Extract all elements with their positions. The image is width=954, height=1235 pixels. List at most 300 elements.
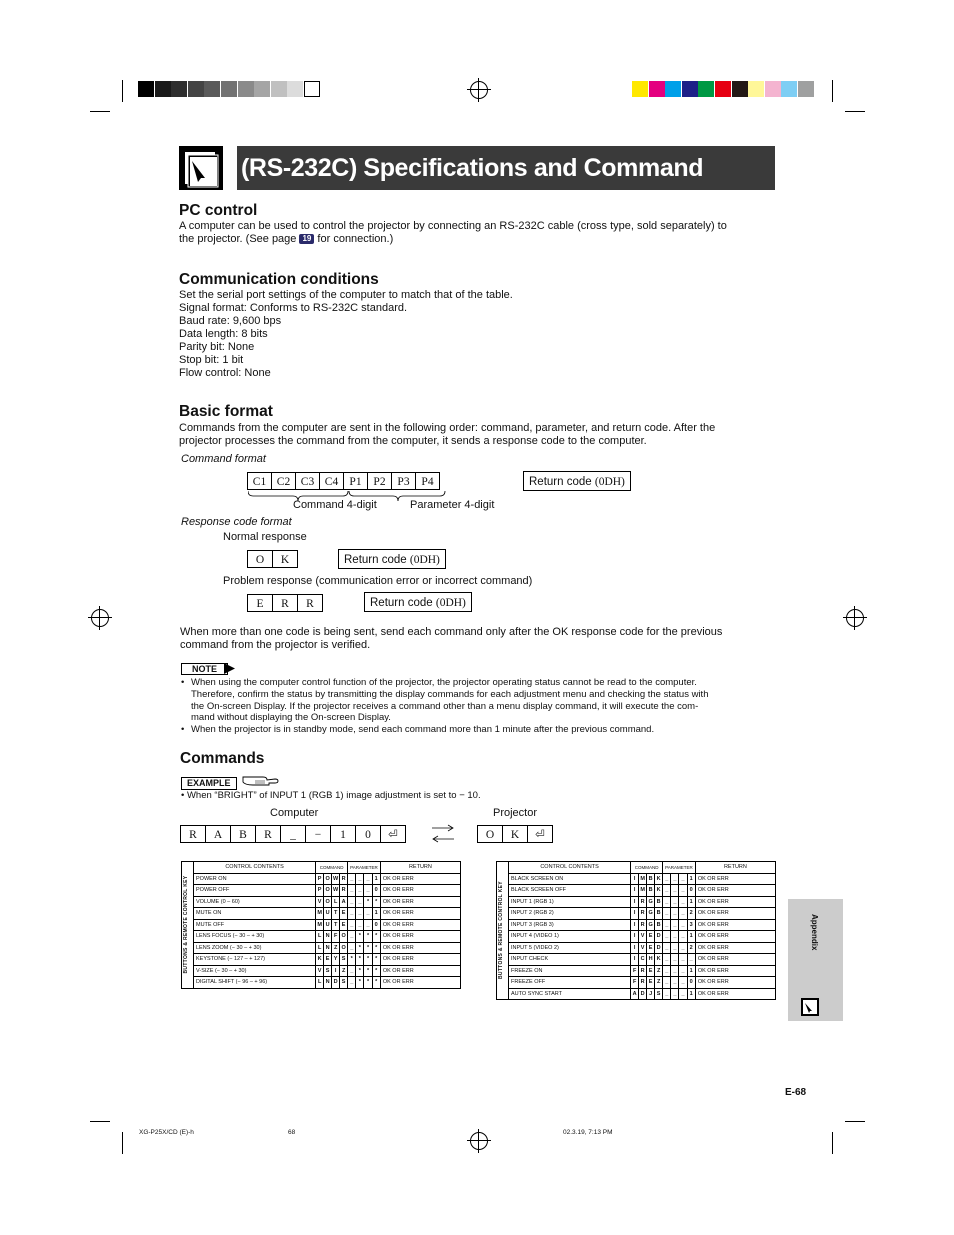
table-cell: INPUT 4 (VIDEO 1) [509, 931, 631, 943]
table-cell: * [356, 931, 364, 943]
command-format-label: Command format [181, 453, 266, 465]
table-cell: _ [663, 988, 671, 1000]
table-cell: _ [348, 908, 356, 920]
page-title: (RS-232C) Specifications and Command Settings [237, 146, 775, 190]
note-bullet-2: • When the projector is in standby mode, send each command more than 1 minute after the previous command. [181, 724, 655, 736]
communication-heading: Communication conditions [179, 271, 379, 288]
table-cell: I [631, 908, 639, 920]
format-cell: P3 [391, 472, 416, 490]
table-cell: BLACK SCREEN OFF [509, 885, 631, 897]
calibration-swatch [138, 81, 154, 97]
table-cell: * [364, 896, 372, 908]
table-cell: DIGITAL SHIFT (− 96 – + 96) [194, 977, 316, 989]
table-cell: OK OR ERR [380, 873, 460, 885]
table-cell: _ [679, 931, 687, 943]
communication-lines: Set the serial port settings of the computer to match that of the table. Signal format: Conforms to RS-232C standard. Baud rate: 9,600 bps Data length: 8 bits Parity bit: None Stop bit: 1 bit Flow control: None [179, 289, 513, 379]
table-cell: * [364, 977, 372, 989]
format-cell: P2 [367, 472, 392, 490]
note-list [181, 677, 781, 736]
table-cell: * [372, 977, 380, 989]
exchange-arrows-icon [430, 823, 456, 845]
pc-control-text: A computer can be used to control the projector by connecting an RS-232C cable (cross type, sold separately) to the projector. (See page 19 for connection.) [179, 220, 727, 245]
appendix-side-tab [788, 899, 843, 1021]
format-cell: _ [280, 825, 306, 843]
table-cell: RETURN [695, 862, 775, 874]
table-cell: W [332, 885, 340, 897]
table-cell: I [631, 873, 639, 885]
table-cell: B [647, 873, 655, 885]
format-cell: R [272, 594, 298, 612]
table-cell: PARAMETER [663, 862, 696, 874]
table-cell: _ [663, 931, 671, 943]
multi-code-text: When more than one code is being sent, send each command only after the OK response code for the previous command from the projector is verified. [180, 626, 723, 651]
table-side-label: BUTTONS & REMOTE CONTROL KEY [182, 862, 194, 989]
calibration-swatch [254, 81, 270, 97]
table-cell: _ [356, 896, 364, 908]
table-cell: _ [348, 965, 356, 977]
table-cell: _ [348, 896, 356, 908]
table-cell: OK OR ERR [695, 896, 775, 908]
table-cell: _ [679, 919, 687, 931]
table-cell: OK OR ERR [695, 885, 775, 897]
table-cell: I [631, 931, 639, 943]
table-cell: _ [671, 931, 679, 943]
table-cell: OK OR ERR [695, 977, 775, 989]
table-cell: E [647, 965, 655, 977]
table-cell: G [647, 896, 655, 908]
projector-label: Projector [493, 807, 538, 819]
table-cell: L [316, 942, 324, 954]
table-cell: _ [663, 908, 671, 920]
table-cell: _ [364, 919, 372, 931]
table-cell: 0 [372, 885, 380, 897]
appendix-label: Appendix [810, 914, 819, 951]
registration-mark-right [846, 609, 864, 627]
table-cell: R [639, 977, 647, 989]
table-cell: I [332, 965, 340, 977]
table-cell: OK OR ERR [695, 873, 775, 885]
table-cell: OK OR ERR [695, 919, 775, 931]
registration-mark-left [91, 609, 109, 627]
table-cell: O [324, 896, 332, 908]
table-cell: P [316, 873, 324, 885]
table-cell: E [324, 954, 332, 966]
table-row [182, 885, 461, 897]
table-cell: N [324, 931, 332, 943]
table-cell: M [639, 885, 647, 897]
table-cell: * [364, 931, 372, 943]
table-cell: R [639, 965, 647, 977]
table-cell: H [647, 954, 655, 966]
table-cell: _ [679, 873, 687, 885]
table-cell: CONTROL CONTENTS [509, 862, 631, 874]
format-cell: ⏎ [527, 825, 553, 843]
table-cell: S [340, 977, 348, 989]
basic-format-text: Commands from the computer are sent in the following order: command, parameter, and return code. After the projector processes the command from the computer, it sends a response code to the computer. [179, 422, 716, 447]
table-cell: B [655, 919, 663, 931]
table-cell: D [639, 988, 647, 1000]
table-cell: OK OR ERR [380, 931, 460, 943]
return-code-box: Return code (0DH) [523, 471, 631, 491]
table-cell: F [631, 977, 639, 989]
projector-response-cells [478, 825, 553, 843]
table-cell: INPUT 1 (RGB 1) [509, 896, 631, 908]
table-cell: N [324, 942, 332, 954]
table-cell: Z [655, 977, 663, 989]
table-row [497, 919, 776, 931]
basic-format-heading: Basic format [179, 403, 273, 420]
parameter-digit-label: Parameter 4-digit [410, 499, 495, 511]
table-cell: _ [671, 988, 679, 1000]
table-cell: R [340, 885, 348, 897]
command-table-right [496, 861, 776, 1000]
table-cell: K [655, 954, 663, 966]
table-cell: AUTO SYNC START [509, 988, 631, 1000]
table-cell: V [639, 931, 647, 943]
table-cell: MUTE OFF [194, 919, 316, 931]
table-cell: C [639, 954, 647, 966]
table-cell: R [639, 896, 647, 908]
table-cell: RETURN [380, 862, 460, 874]
appendix-icon [801, 998, 819, 1016]
calibration-swatch [304, 81, 320, 97]
table-cell: * [372, 965, 380, 977]
table-cell: F [631, 965, 639, 977]
table-cell: K [316, 954, 324, 966]
table-cell: OK OR ERR [380, 885, 460, 897]
table-row [182, 931, 461, 943]
table-cell: D [655, 931, 663, 943]
table-cell: _ [364, 908, 372, 920]
calibration-swatch [649, 81, 665, 97]
table-cell: * [356, 942, 364, 954]
table-cell: Z [332, 942, 340, 954]
table-cell: R [639, 908, 647, 920]
table-cell: _ [348, 885, 356, 897]
table-cell: _ [679, 977, 687, 989]
table-cell: * [356, 954, 364, 966]
format-cell: K [272, 550, 298, 568]
table-cell: OK OR ERR [380, 942, 460, 954]
table-cell: D [332, 977, 340, 989]
table-row [497, 942, 776, 954]
commands-heading: Commands [180, 750, 265, 767]
table-cell: * [356, 977, 364, 989]
table-cell: CONTROL CONTENTS [194, 862, 316, 874]
table-cell: OK OR ERR [380, 977, 460, 989]
table-cell: F [332, 931, 340, 943]
return-code-box-ok: Return code (0DH) [338, 549, 446, 569]
computer-label: Computer [270, 807, 319, 819]
table-row [497, 908, 776, 920]
table-cell: _ [679, 965, 687, 977]
table-cell: I [631, 954, 639, 966]
table-cell: O [340, 942, 348, 954]
calibration-swatch [238, 81, 254, 97]
table-cell: PARAMETER [348, 862, 381, 874]
table-cell: E [340, 908, 348, 920]
table-cell: * [364, 942, 372, 954]
table-cell: R [639, 919, 647, 931]
table-row [497, 885, 776, 897]
table-cell: _ [663, 965, 671, 977]
table-cell: POWER ON [194, 873, 316, 885]
table-cell: INPUT 3 (RGB 3) [509, 919, 631, 931]
format-cell: E [247, 594, 273, 612]
table-row [497, 896, 776, 908]
table-cell: _ [356, 885, 364, 897]
table-cell: _ [663, 919, 671, 931]
error-response-cells [248, 594, 323, 612]
table-cell: INPUT 2 (RGB 2) [509, 908, 631, 920]
format-cell: R [297, 594, 323, 612]
normal-response-label: Normal response [223, 531, 307, 543]
table-cell: OK OR ERR [380, 908, 460, 920]
table-cell: _ [663, 954, 671, 966]
table-cell: I [631, 885, 639, 897]
table-cell: INPUT CHECK [509, 954, 631, 966]
table-cell: P [316, 885, 324, 897]
calibration-swatch [715, 81, 731, 97]
table-cell: _ [663, 942, 671, 954]
command-format-cells [248, 472, 440, 490]
table-cell: COMMAND [316, 862, 348, 874]
format-cell: − [305, 825, 331, 843]
table-cell: _ [348, 942, 356, 954]
table-row [497, 931, 776, 943]
table-cell: OK OR ERR [695, 954, 775, 966]
table-cell: FREEZE ON [509, 965, 631, 977]
table-cell: _ [671, 942, 679, 954]
table-cell: E [340, 919, 348, 931]
table-row [497, 977, 776, 989]
table-cell: _ [671, 873, 679, 885]
table-cell: T [332, 919, 340, 931]
table-cell: T [332, 908, 340, 920]
calibration-swatch [682, 81, 698, 97]
calibration-swatch [221, 81, 237, 97]
page-ref-badge: 19 [299, 234, 314, 244]
ok-response-cells [248, 550, 298, 568]
table-cell: 0 [687, 885, 695, 897]
table-cell: 1 [687, 988, 695, 1000]
response-format-label: Response code format [181, 516, 292, 528]
format-cell: A [205, 825, 231, 843]
note-arrow-icon [224, 663, 236, 674]
table-cell: L [316, 977, 324, 989]
registration-mark-top [470, 81, 488, 99]
table-cell: _ [663, 873, 671, 885]
calibration-swatch [287, 81, 303, 97]
note-label: NOTE [181, 663, 228, 675]
table-cell: V [316, 965, 324, 977]
table-cell: BLACK SCREEN ON [509, 873, 631, 885]
table-cell: * [364, 954, 372, 966]
table-cell: OK OR ERR [695, 965, 775, 977]
table-cell: 2 [687, 908, 695, 920]
calibration-swatch [748, 81, 764, 97]
table-cell: 0 [687, 977, 695, 989]
table-cell: E [647, 942, 655, 954]
table-cell: 3 [687, 919, 695, 931]
table-cell: B [655, 908, 663, 920]
table-cell: POWER OFF [194, 885, 316, 897]
table-cell: J [647, 988, 655, 1000]
calibration-swatch [188, 81, 204, 97]
table-cell: _ [356, 873, 364, 885]
command-digit-label: Command 4-digit [293, 499, 377, 511]
table-cell: _ [364, 873, 372, 885]
table-cell: M [316, 908, 324, 920]
format-cell: 1 [330, 825, 356, 843]
calibration-swatch [798, 81, 814, 97]
calibration-swatch [781, 81, 797, 97]
footer-right: 02.3.19, 7:13 PM [563, 1129, 613, 1136]
table-cell: KEYSTONE (− 127 – + 127) [194, 954, 316, 966]
table-cell: _ [687, 954, 695, 966]
table-cell: Y [332, 954, 340, 966]
table-cell: 0 [372, 919, 380, 931]
table-cell: S [655, 988, 663, 1000]
table-cell: _ [356, 919, 364, 931]
table-cell: _ [671, 908, 679, 920]
table-cell: _ [348, 977, 356, 989]
table-cell: _ [679, 942, 687, 954]
table-cell: Z [340, 965, 348, 977]
table-cell: U [324, 908, 332, 920]
format-cell: R [180, 825, 206, 843]
registration-mark-bottom [470, 1132, 488, 1150]
calibration-swatch [204, 81, 220, 97]
calibration-swatch [171, 81, 187, 97]
table-cell: A [340, 896, 348, 908]
table-cell: E [647, 977, 655, 989]
table-row [182, 965, 461, 977]
table-cell: _ [364, 885, 372, 897]
table-cell: _ [679, 988, 687, 1000]
calibration-swatch [765, 81, 781, 97]
example-text: • When “BRIGHT” of INPUT 1 (RGB 1) image adjustment is set to − 10. [181, 790, 481, 801]
table-cell: OK OR ERR [380, 919, 460, 931]
table-row [182, 954, 461, 966]
table-cell: OK OR ERR [380, 965, 460, 977]
table-row [182, 977, 461, 989]
calibration-swatch [632, 81, 648, 97]
table-cell: OK OR ERR [695, 931, 775, 943]
return-code-box-err: Return code (0DH) [364, 592, 472, 612]
calibration-swatch [271, 81, 287, 97]
table-cell: N [324, 977, 332, 989]
pc-control-heading: PC control [179, 202, 258, 219]
section-icon [179, 146, 223, 190]
table-cell: _ [663, 896, 671, 908]
pointing-hand-icon [241, 773, 279, 787]
table-cell: OK OR ERR [695, 942, 775, 954]
table-row [182, 873, 461, 885]
table-cell: _ [671, 885, 679, 897]
table-cell: OK OR ERR [695, 988, 775, 1000]
table-cell: G [647, 919, 655, 931]
table-cell: _ [671, 919, 679, 931]
table-cell: OK OR ERR [380, 954, 460, 966]
table-header-row [497, 862, 776, 874]
format-cell: R [255, 825, 281, 843]
table-cell: K [655, 885, 663, 897]
table-cell: COMMAND [631, 862, 663, 874]
table-cell: L [316, 931, 324, 943]
table-cell: _ [356, 908, 364, 920]
table-cell: B [647, 885, 655, 897]
table-cell: 1 [372, 908, 380, 920]
table-cell: A [631, 988, 639, 1000]
table-cell: 1 [687, 931, 695, 943]
format-cell: K [502, 825, 528, 843]
table-cell: R [340, 873, 348, 885]
table-cell: FREEZE OFF [509, 977, 631, 989]
table-cell: * [372, 954, 380, 966]
table-row [182, 919, 461, 931]
table-cell: O [324, 885, 332, 897]
table-cell: V-SIZE (− 30 – + 30) [194, 965, 316, 977]
command-table-left [181, 861, 461, 989]
table-cell: _ [671, 977, 679, 989]
table-row [497, 988, 776, 1000]
table-cell: _ [679, 896, 687, 908]
format-cell: 0 [355, 825, 381, 843]
computer-command-cells [181, 825, 406, 843]
table-header-row [182, 862, 461, 874]
table-row [497, 954, 776, 966]
table-cell: * [364, 965, 372, 977]
table-cell: V [639, 942, 647, 954]
table-cell: VOLUME (0 – 60) [194, 896, 316, 908]
table-cell: _ [348, 931, 356, 943]
table-cell: * [372, 942, 380, 954]
table-cell: I [631, 942, 639, 954]
table-cell: * [348, 954, 356, 966]
table-cell: I [631, 919, 639, 931]
table-cell: M [639, 873, 647, 885]
table-cell: OK OR ERR [380, 896, 460, 908]
table-cell: L [332, 896, 340, 908]
table-cell: 1 [372, 873, 380, 885]
format-cell: C2 [271, 472, 296, 490]
format-cell: ⏎ [380, 825, 406, 843]
table-cell: _ [663, 885, 671, 897]
example-label: EXAMPLE [181, 777, 237, 790]
footer-left: XG-P25X/CD (E)-h [139, 1129, 194, 1136]
table-cell: _ [671, 954, 679, 966]
footer-center: 68 [288, 1129, 296, 1136]
table-row [182, 908, 461, 920]
table-cell: * [372, 896, 380, 908]
table-cell: O [324, 873, 332, 885]
table-cell: 1 [687, 896, 695, 908]
table-cell: E [647, 931, 655, 943]
table-cell: * [372, 931, 380, 943]
table-cell: S [324, 965, 332, 977]
page-number: E-68 [785, 1087, 807, 1098]
table-cell: K [655, 873, 663, 885]
table-cell: _ [679, 954, 687, 966]
table-cell: MUTE ON [194, 908, 316, 920]
table-cell: _ [348, 873, 356, 885]
table-cell: _ [671, 965, 679, 977]
calibration-swatch [155, 81, 171, 97]
format-cell: C1 [247, 472, 272, 490]
table-cell: _ [671, 896, 679, 908]
calibration-swatch [698, 81, 714, 97]
